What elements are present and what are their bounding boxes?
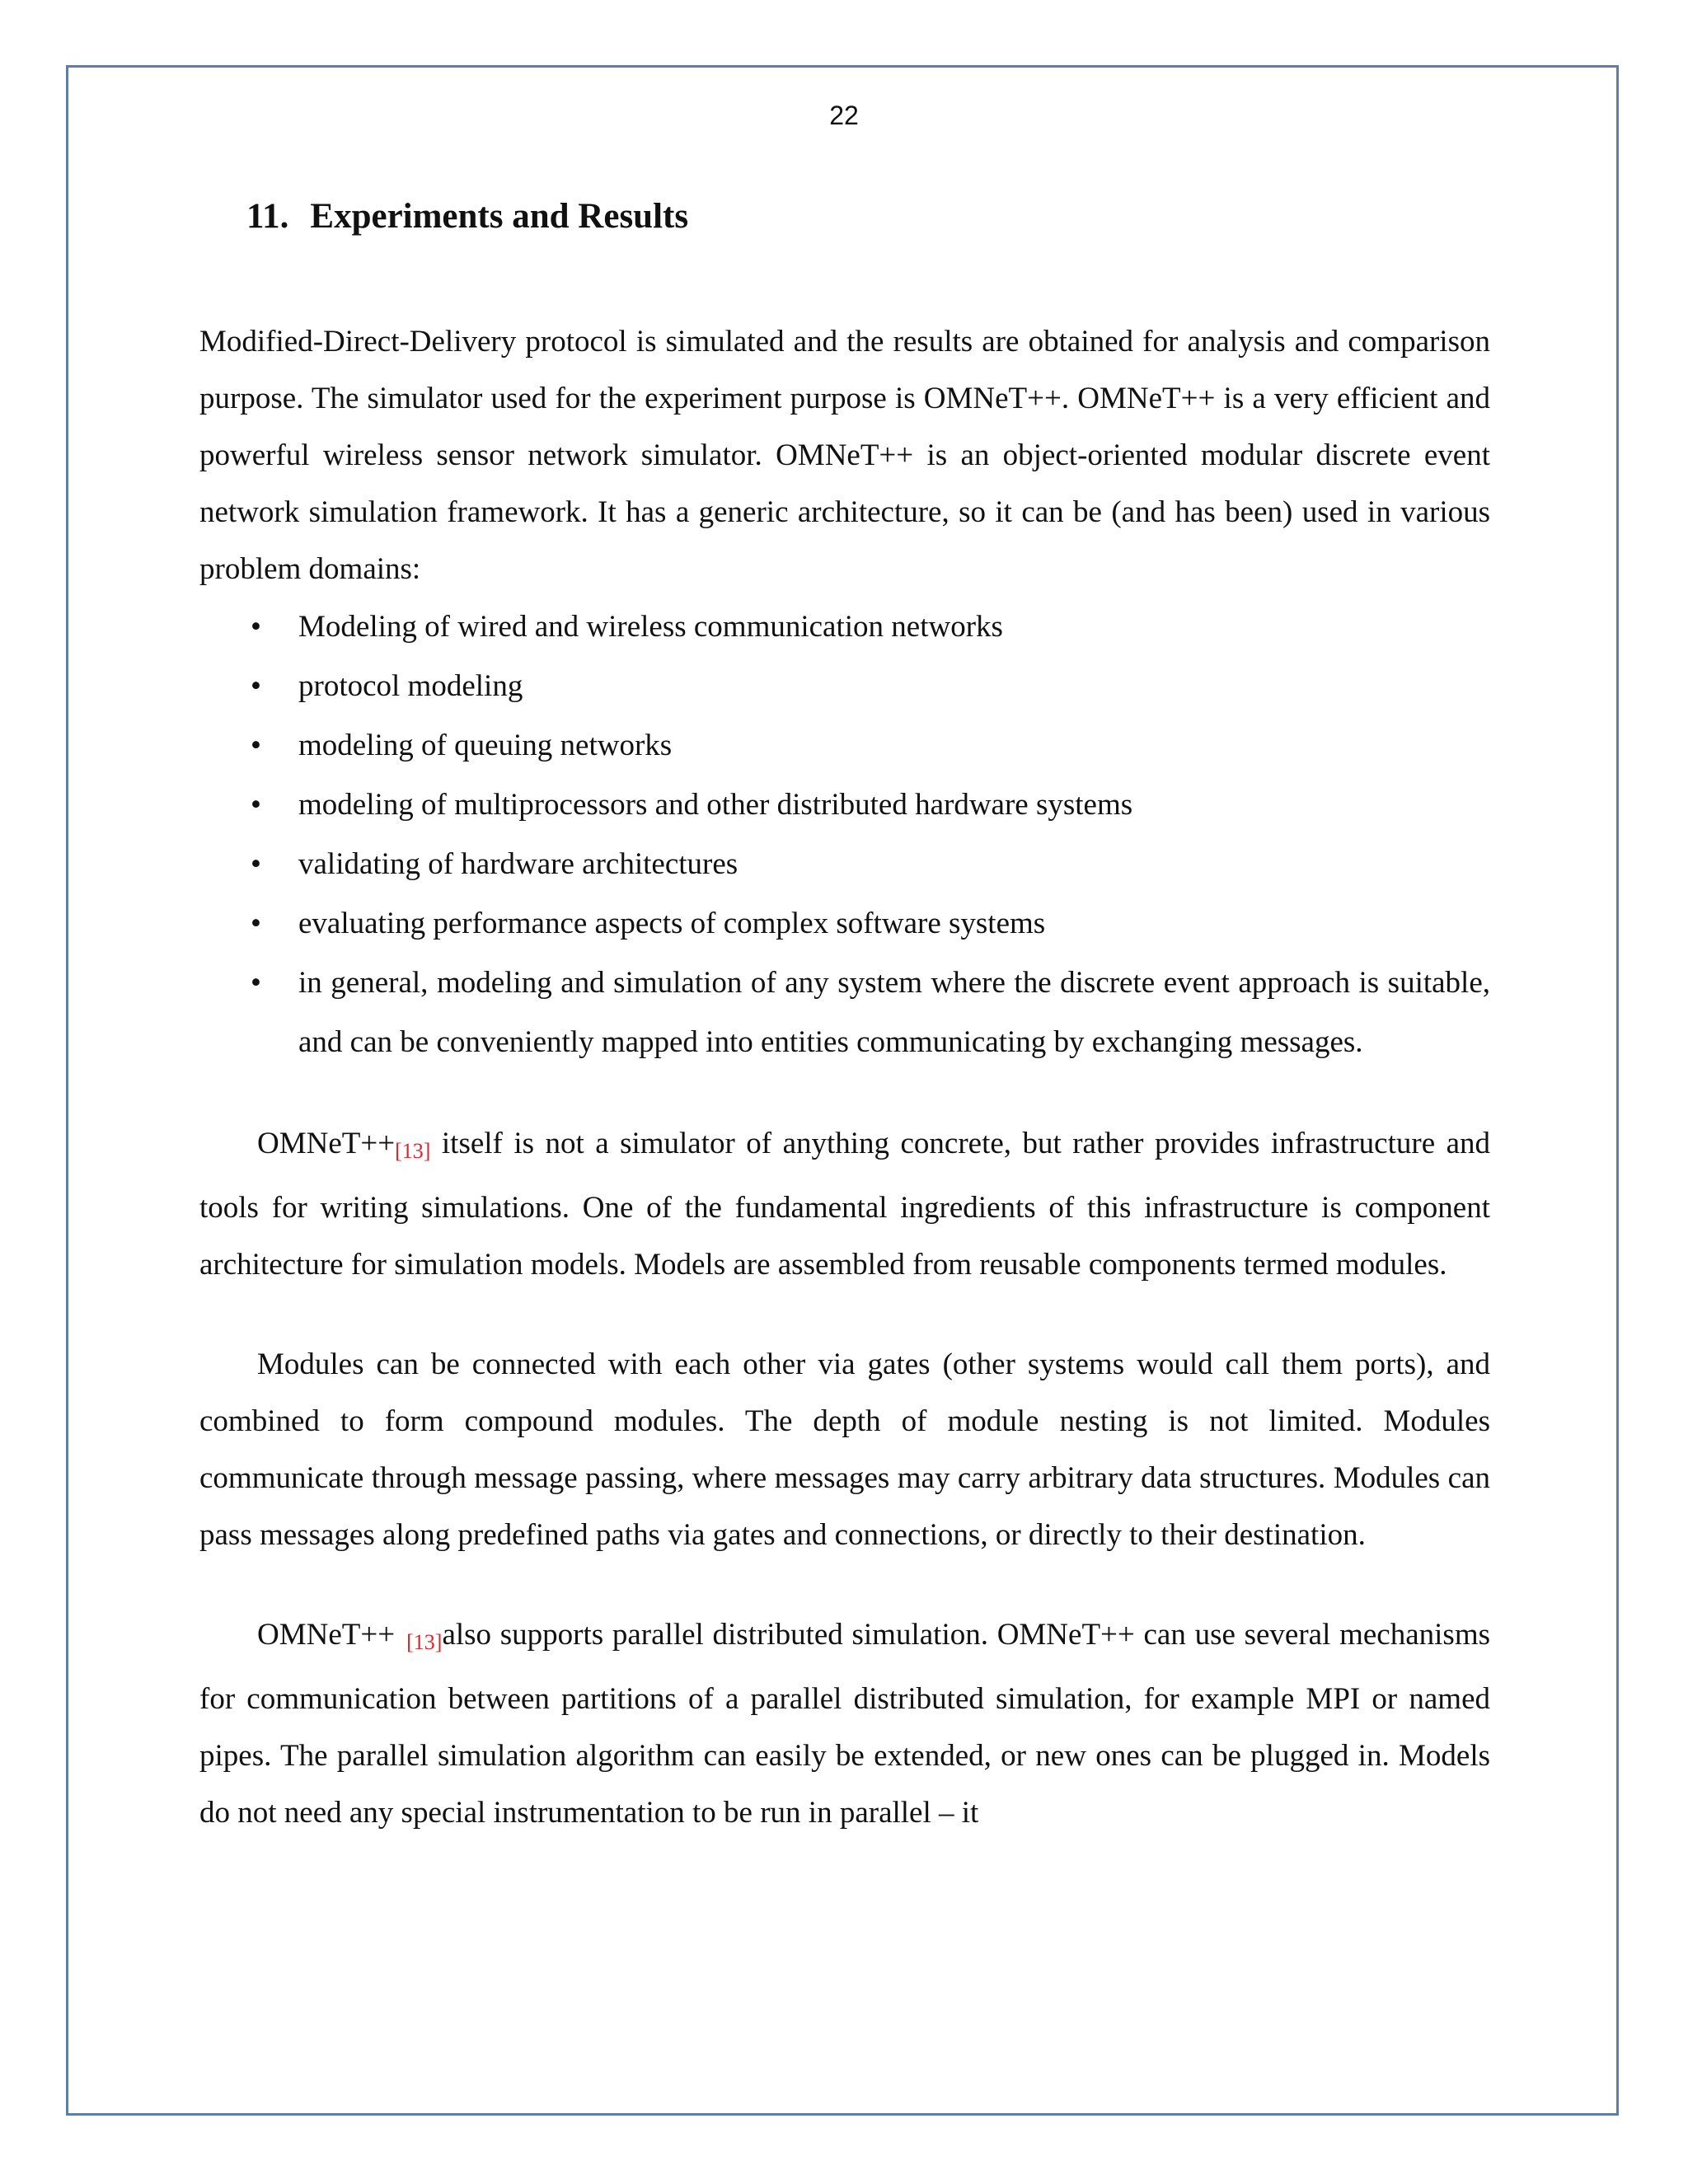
list-item-text: modeling of queuing networks [298,729,673,762]
modules-paragraph: Modules can be connected with each other via gates (other systems would call them ports), and combined to form compound modules. The depth of module nesting is not limited. Modules communicate through message passing, where messages may carry arbitrary data structures. Modules can pass messages along predefined paths via gates and connections, or directly to their destination. [199,1347,1490,1552]
paragraph-gap [199,1563,1490,1606]
paragraph-gap [199,1072,1490,1115]
paragraph-gap [199,1293,1490,1336]
citation-link[interactable]: [13] [395,1139,431,1163]
paragraph-lead: OMNeT++ [257,1127,396,1160]
list-item [199,835,1490,894]
list-item-text: evaluating performance aspects of complex software systems [298,907,1046,940]
section-title: Experiments and Results [310,197,689,236]
bullet-icon: • [251,729,261,762]
list-item-text: protocol modeling [298,669,523,703]
bullet-icon: • [251,847,261,881]
problem-domains-list [199,598,1490,1072]
page-number: 22 [829,101,859,130]
paragraph-lead: OMNeT++ [257,1618,396,1652]
paragraph-text: also supports parallel distributed simulation. OMNeT++ can use several mechanisms for communication between partitions of a parallel distributed simulation, for example MPI or named pipes. The parallel simulation algorithm can easily be extended, or new ones can be plugged in. Models do not need any special instrumentation to be run in parallel – it [199,1618,1490,1830]
bullet-icon: • [251,788,261,822]
section-number: 11. [246,197,289,236]
list-item [199,657,1490,716]
list-item [199,954,1490,1072]
list-item-text: validating of hardware architectures [298,847,738,881]
bullet-icon: • [251,966,261,1000]
list-item-text: in general, modeling and simulation of any system where the discrete event approach is suitable, and can be conveniently mapped into entities communicating by exchanging messages. [298,966,1490,1059]
list-item-text: Modeling of wired and wireless communication networks [298,610,1003,644]
citation-link[interactable]: [13] [406,1630,443,1654]
intro-paragraph: Modified-Direct-Delivery protocol is simulated and the results are obtained for analysis and comparison purpose. The simulator used for the experiment purpose is OMNeT++. OMNeT++ is a very efficient and powerful wireless sensor network simulator. OMNeT++ is an object-oriented modular discrete event network simulation framework. It has a generic architecture, so it can be (and has been) used in various problem domains: [199,325,1490,586]
list-item [199,598,1490,657]
list-item [199,776,1490,835]
parallel-simulation-paragraph [199,1606,1490,1841]
paragraph-text: itself is not a simulator of anything concrete, but rather provides infrastructure and tools for writing simulations. One of the fundamental ingredients of this infrastructure is component architecture for simulation models. Models are assembled from reusable components termed modules. [199,1127,1490,1282]
list-item-text: modeling of multiprocessors and other distributed hardware systems [298,788,1133,822]
section-heading [246,196,688,237]
list-item [199,716,1490,776]
bullet-icon: • [251,610,261,644]
bullet-icon: • [251,907,261,940]
list-item [199,894,1490,954]
document-body [199,313,1490,1841]
omnet-infrastructure-paragraph [199,1115,1490,1293]
bullet-icon: • [251,669,261,703]
